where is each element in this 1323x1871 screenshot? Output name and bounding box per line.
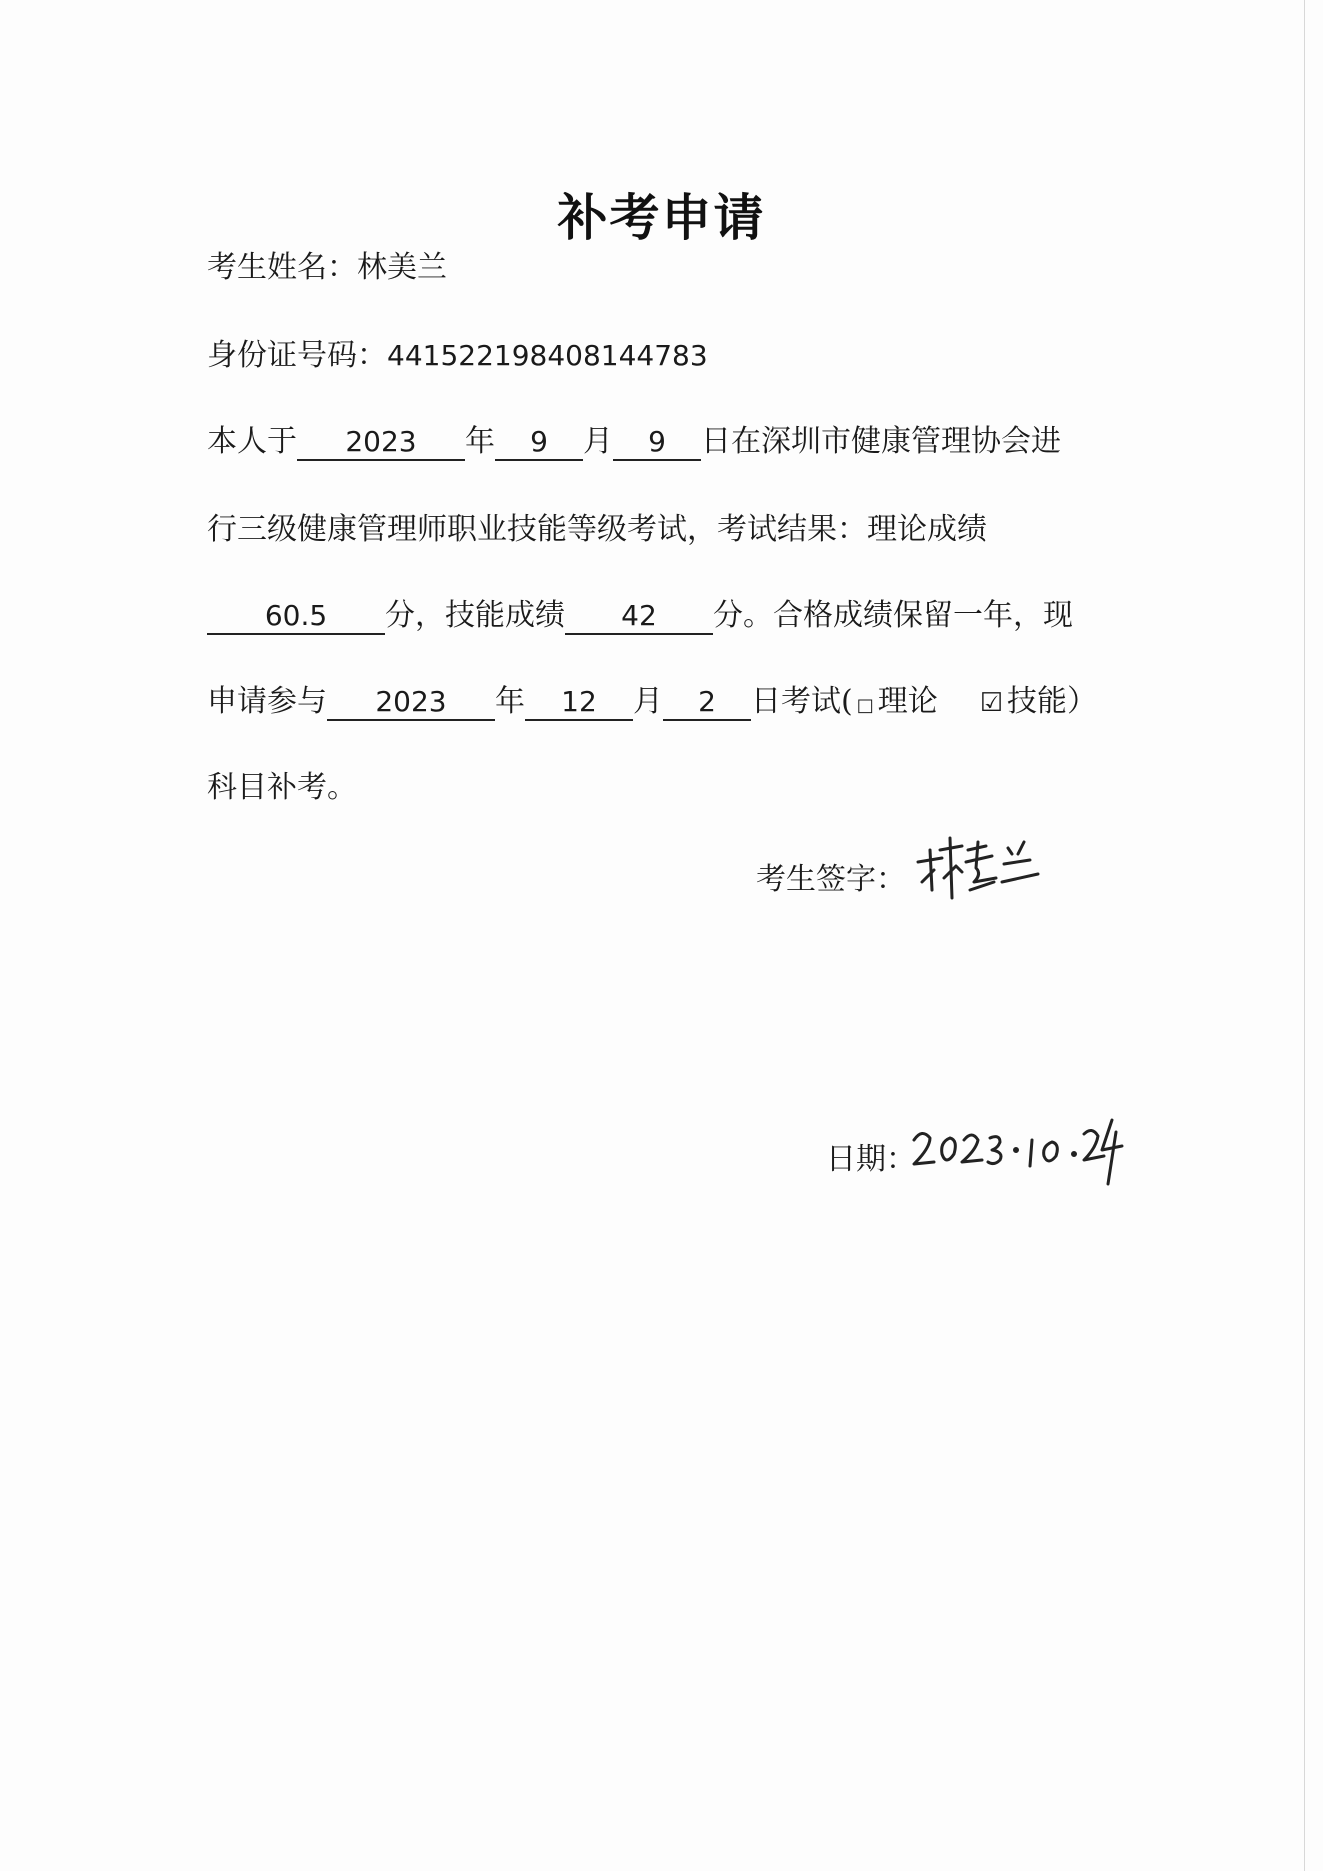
apply-year-field: 2023 <box>327 685 495 721</box>
text-segment: 分。合格成绩保留一年，现 <box>713 598 1073 633</box>
handwritten-signature <box>912 820 1052 910</box>
apply-day-field: 2 <box>663 685 751 721</box>
text-segment: 科目补考。 <box>207 770 357 805</box>
text-segment: 年 <box>495 684 525 719</box>
theory-option-label: 理论 <box>877 684 938 719</box>
text-segment: 申请参与 <box>207 684 327 719</box>
document-title: 补考申请 <box>557 189 766 247</box>
skill-score-field: 42 <box>565 599 713 635</box>
text-segment: 年 <box>465 424 495 459</box>
id-value: 441522198408144783 <box>387 339 708 372</box>
text-segment: 日考试( <box>751 684 853 719</box>
id-line <box>207 336 708 376</box>
paragraph-line-1 <box>207 422 1061 462</box>
handwritten-date <box>908 1110 1128 1190</box>
skill-checkbox-checked-icon: ☑ <box>979 688 1004 718</box>
signature-label: 考生签字： <box>756 862 906 897</box>
date-label: 日期： <box>826 1142 916 1177</box>
exam-day-field: 9 <box>613 425 701 461</box>
skill-option-label: 技能） <box>1007 684 1098 719</box>
paragraph-line-2 <box>207 510 987 550</box>
theory-score-field: 60.5 <box>207 599 385 635</box>
apply-month-field: 12 <box>525 685 633 721</box>
name-line <box>207 248 447 288</box>
paragraph-line-3 <box>207 596 1073 636</box>
paragraph-line-5 <box>207 768 357 808</box>
name-label: 考生姓名： <box>207 250 357 285</box>
paragraph-line-4 <box>207 682 1097 726</box>
text-segment: 月 <box>583 424 613 459</box>
text-segment: 分，技能成绩 <box>385 598 565 633</box>
signature-line <box>756 854 906 898</box>
exam-year-field: 2023 <box>297 425 465 461</box>
text-segment: 本人于 <box>207 424 297 459</box>
text-segment: 月 <box>633 684 663 719</box>
theory-checkbox-icon: □ <box>856 695 874 716</box>
name-value: 林美兰 <box>357 250 447 285</box>
date-line <box>826 1134 916 1178</box>
text-segment: 行三级健康管理师职业技能等级考试，考试结果：理论成绩 <box>207 512 987 547</box>
exam-month-field: 9 <box>495 425 583 461</box>
text-segment: 日在深圳市健康管理协会进 <box>701 424 1061 459</box>
id-label: 身份证号码： <box>207 338 387 373</box>
scan-edge-line <box>1304 0 1305 1871</box>
